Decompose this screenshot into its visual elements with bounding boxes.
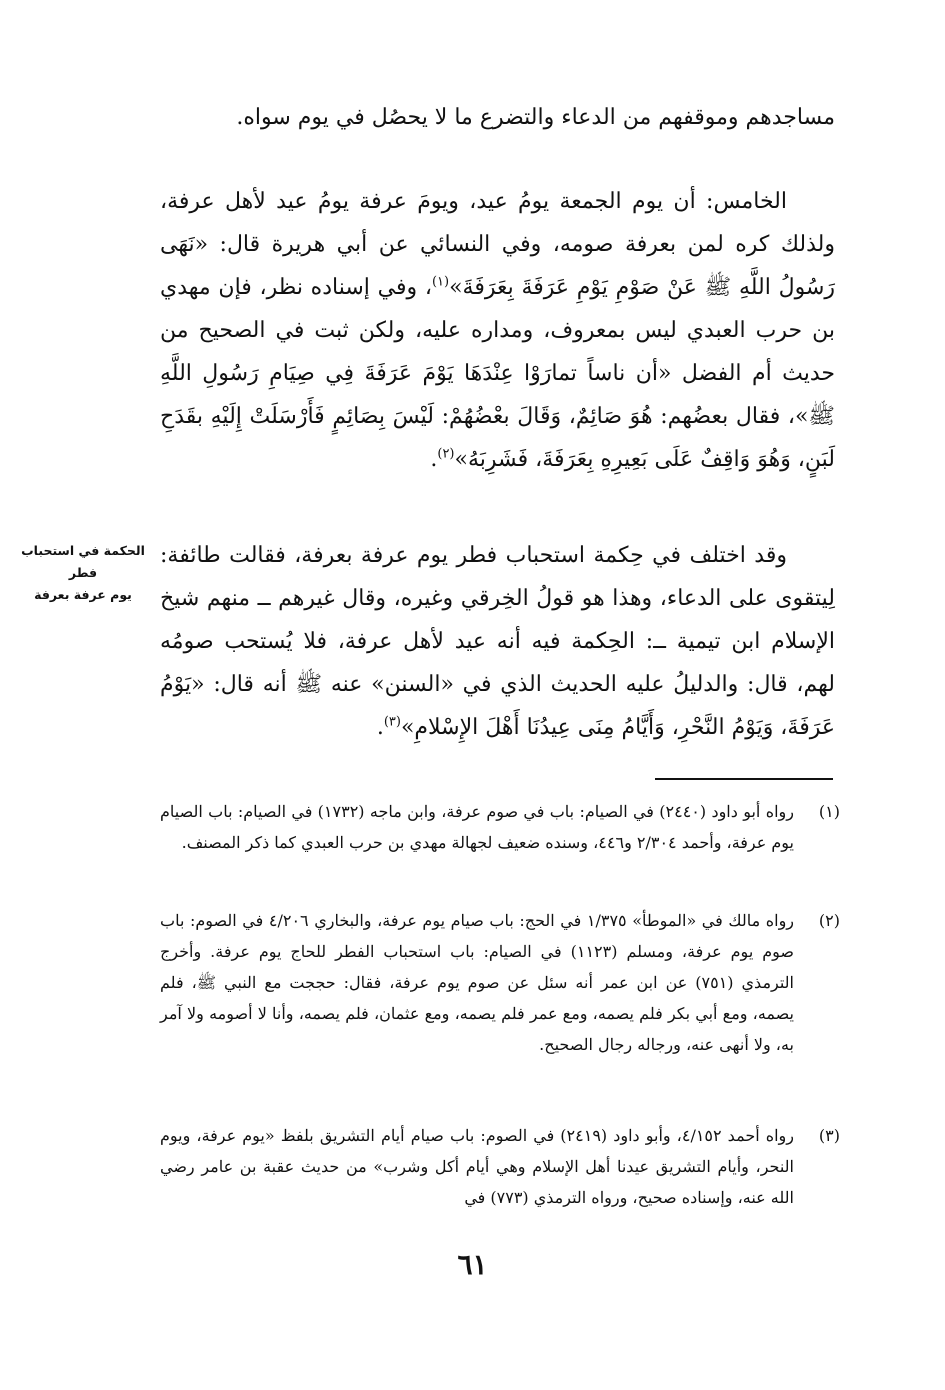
footnote-text: رواه مالك في «الموطأ» ١/٣٧٥ في الحج: باب صيام يوم عرفة، والبخاري ٤/٢٠٦ في الصوم: باب صوم يوم عرفة، ومسلم (١١٢٣) في الصيام: باب استحباب الفطر للحاج يوم عرفة. وأخرج الترمذي (٧٥١) عن ابن عمر أنه سئل عن صوم يوم عرفة، فقال: حججت مع النبي ﷺ، فلم يصمه، ومع أبي بكر فلم يصمه، ومع عمر فلم يصمه، ومع عثمان، فلم يصمه، وأنا لا أصومه ولا آمر به، ولا أنهى عنه، ورجاله رجال الصحيح. [160,911,795,1054]
page-number: ٦١ [457,1248,488,1281]
paragraph-text: الخامس: أن يوم الجمعة يومُ عيد، ويومَ عرفة يومُ عيد لأهل عرفة، ولذلك كره لمن بعرفة صومه، وفي النسائي عن أبي هريرة قال: «نَهَى رَسُولُ اللَّهِ ﷺ عَنْ صَوْمِ يَوْمِ عَرَفَةَ بِعَرَفَةَ» [160,189,836,300]
footnote-1 [160,796,840,858]
footnote-2 [160,905,840,1060]
margin-note [8,540,158,606]
paragraph-text: وقد اختلف في حِكمة استحباب فطر يوم عرفة بعرفة، فقالت طائفة: لِيتقوى على الدعاء، وهذا هو قولُ الخِرقي وغيره، وقال غيرهم ــ منهم شيخ الإسلام ابن تيمية ــ: الحِكمة فيه أنه عيد لأهل عرفة، فلا يُستحب صومُه لهم، قال: والدليلُ عليه الحديث الذي في «السنن» عنه ﷺ أنه قال: «يَوْمُ عَرَفَةَ، وَيَوْمُ النَّحْرِ، وَأَيَّامُ مِنَى عِيدُنَا أَهْلَ الإِسْلامِ» [160,543,835,740]
paragraph-text: . [430,447,438,472]
footnote-number: (٣) [818,1126,840,1145]
footnote-separator [655,778,833,780]
footnote-text: رواه أبو داود (٢٤٤٠) في الصيام: باب في صوم عرفة، وابن ماجه (١٧٣٢) في الصيام: باب الصيام يوم عرفة، وأحمد ٢/٣٠٤ و٤٤٦، وسنده ضعيف لجهالة مهدي بن حرب العبدي كما ذكر المصنف. [160,802,794,852]
margin-note-line: يوم عرفة بعرفة [34,587,132,602]
footnote-number: (٢) [818,911,840,930]
footnote-number: (١) [818,802,840,821]
paragraph-wisdom [160,534,835,749]
footnote-ref-3[interactable]: (٣) [383,714,401,730]
footnote-3 [160,1120,840,1213]
footnote-text: رواه أحمد ٤/١٥٢، وأبو داود (٢٤١٩) في الصوم: باب صيام أيام التشريق بلفظ «يوم عرفة، ويوم النحر، وأيام التشريق عيدنا أهل الإسلام وهي أيام أكل وشرب» من حديث عقبة بن عامر رضي الله عنه، وإسناده صحيح، ورواه الترمذي (٧٧٣) في [160,1126,795,1207]
paragraph-continuation [160,96,835,139]
margin-note-line: الحكمة في استحباب فطر [21,543,145,580]
footnote-ref-2[interactable]: (٢) [437,446,455,462]
paragraph-text: ، وفي إسناده نظر، فإن مهدي بن حرب العبدي ليس بمعروف، ومداره عليه، ولكن ثبت في الصحيح من حديث أم الفضل «أن ناساً تمارَوْا عِنْدَهَا يَوْمَ عَرَفَةَ فِي صِيَامِ رَسُولِ اللَّهِ ﷺ»، فقال بعضُهم: هُوَ صَائِمٌ، وَقَالَ بعْضُهُمْ: لَيْسَ بِصَائِمٍ فَأَرْسَلَتْ إِلَيْهِ بقَدَحِ لَبَنٍ، وَهُوَ وَاقِفٌ عَلَى بَعِيرِهِ بِعَرَفَةَ، فَشَرِبَهُ» [160,275,835,472]
paragraph-fifth-point [160,180,835,481]
paragraph-text: مساجدهم وموقفهم من الدعاء والتضرع ما لا يحصُل في يوم سواه. [236,105,835,130]
paragraph-text: . [376,715,384,740]
footnote-ref-1[interactable]: (١) [431,274,450,290]
